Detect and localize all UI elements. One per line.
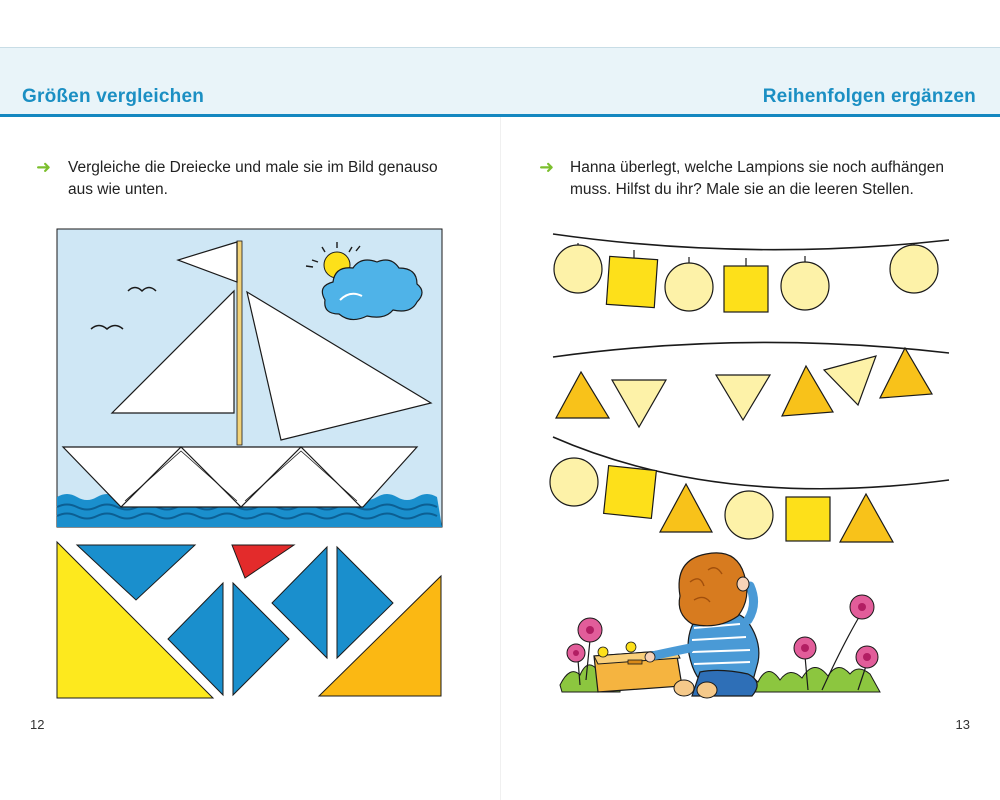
lampion-triangle-down bbox=[612, 380, 666, 427]
lampion-circle bbox=[554, 245, 602, 293]
arrow-right-icon: ➜ bbox=[539, 157, 555, 177]
left-instruction: Vergleiche die Dreiecke und male sie im Bild genauso aus wie unten. bbox=[68, 159, 438, 198]
lampion-square bbox=[604, 466, 657, 519]
left-page-number: 12 bbox=[30, 717, 45, 732]
lampion-circle bbox=[550, 458, 598, 506]
lampion-triangle-up bbox=[782, 366, 833, 416]
lampion-circle bbox=[781, 262, 829, 310]
lampion-circle bbox=[665, 263, 713, 311]
lampion-square bbox=[786, 497, 830, 541]
right-page-number: 13 bbox=[955, 717, 970, 732]
left-page-title: Größen vergleichen bbox=[22, 86, 205, 107]
arrow-right-icon: ➜ bbox=[36, 157, 52, 177]
garland-string bbox=[553, 234, 949, 250]
lampion-triangle-down bbox=[716, 375, 770, 420]
box-handle bbox=[628, 660, 642, 664]
lampion-triangle-up bbox=[660, 484, 712, 532]
lampion-square bbox=[724, 266, 768, 312]
garland-string bbox=[553, 342, 949, 357]
lampion-triangle-up bbox=[880, 348, 932, 398]
lampion-circle bbox=[725, 491, 773, 539]
lampion-triangle-down bbox=[824, 356, 876, 405]
right-page-title: Reihenfolgen ergänzen bbox=[762, 86, 976, 107]
lampion-in-box bbox=[626, 642, 636, 652]
right-instruction: Hanna überlegt, welche Lampions sie noch aufhängen muss. Hilfst du ihr? Male sie an die leeren Stellen. bbox=[570, 159, 944, 198]
lampion-triangle-up bbox=[556, 372, 609, 418]
lampion-in-box bbox=[598, 647, 608, 657]
lampion-circle bbox=[890, 245, 938, 293]
lampion-triangle-up bbox=[840, 494, 893, 542]
lampion-square bbox=[606, 256, 657, 307]
